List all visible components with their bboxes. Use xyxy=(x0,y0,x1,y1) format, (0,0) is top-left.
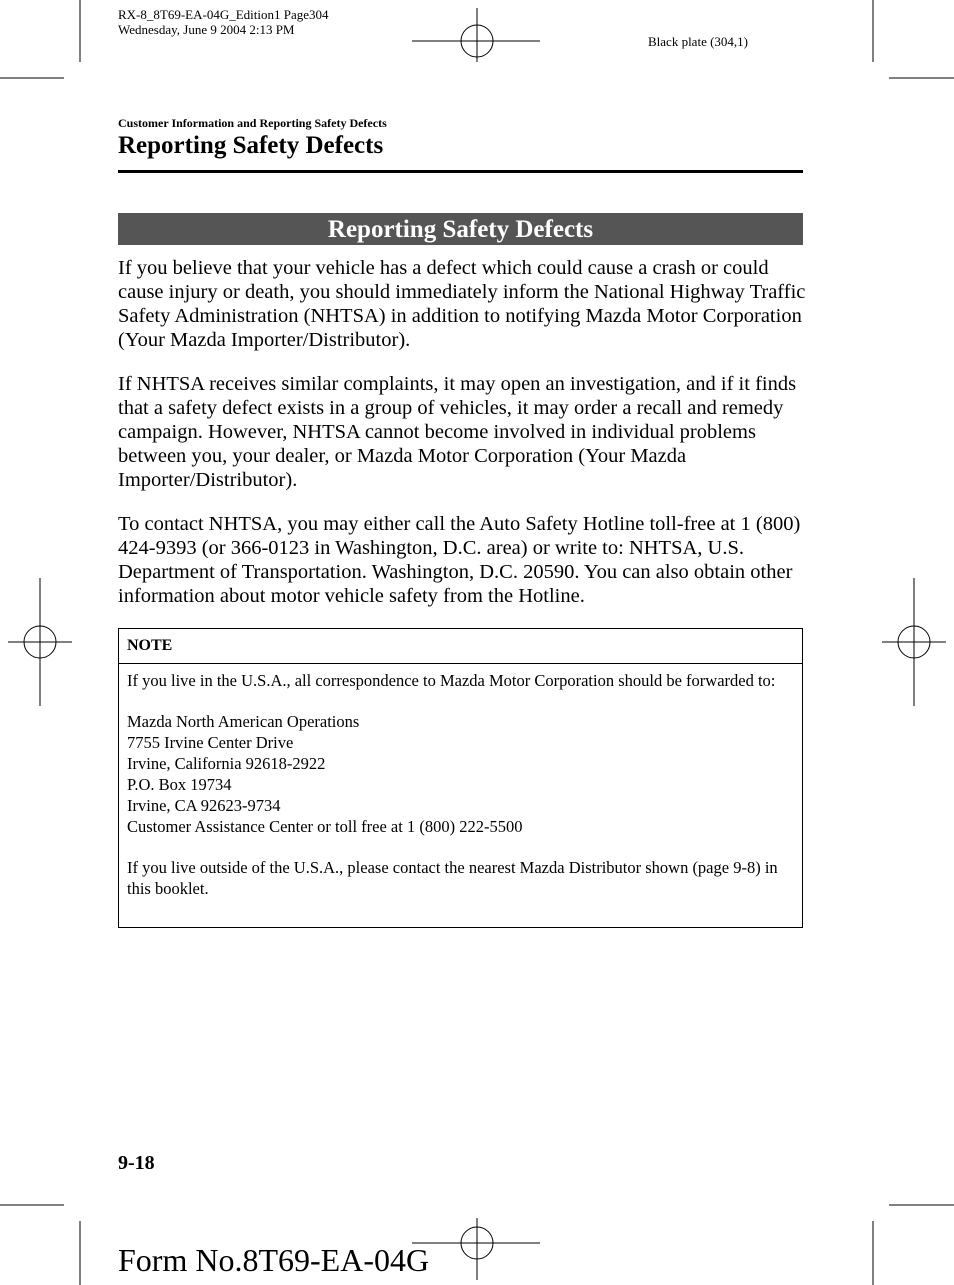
section-label: Customer Information and Reporting Safety Defects xyxy=(118,116,387,130)
note-outro: If you live outside of the U.S.A., please contact the nearest Mazda Distributor shown (page 9-8) in this booklet. xyxy=(127,858,778,898)
page-title: Reporting Safety Defects xyxy=(118,132,384,159)
title-divider xyxy=(118,170,803,173)
note-intro: If you live in the U.S.A., all correspondence to Mazda Motor Corporation should be forwarded to: xyxy=(127,671,776,690)
address-line: Irvine, CA 92623-9734 xyxy=(127,796,281,815)
address-line: Customer Assistance Center or toll free at 1 (800) 222-5500 xyxy=(127,817,523,836)
section-banner: Reporting Safety Defects xyxy=(118,213,803,245)
address-line: P.O. Box 19734 xyxy=(127,775,232,794)
note-box xyxy=(118,628,803,928)
note-body xyxy=(119,664,802,899)
print-info xyxy=(118,7,329,37)
plate-label: Black plate (304,1) xyxy=(648,34,748,49)
print-file-line: RX-8_8T69-EA-04G_Edition1 Page304 xyxy=(118,7,329,22)
address-line: Irvine, California 92618-2922 xyxy=(127,754,326,773)
page-number: 9-18 xyxy=(118,1152,155,1174)
print-date-line: Wednesday, June 9 2004 2:13 PM xyxy=(118,22,295,37)
address-block xyxy=(127,711,794,837)
paragraph-defect-report: If you believe that your vehicle has a defect which could cause a crash or could cause injury or death, you should immediately inform the National Highway Traffic Safety Administration (NHTSA) in addition to notifying Mazda Motor Corporation (Your Mazda Importer/Distributor). xyxy=(118,257,806,351)
note-heading: NOTE xyxy=(119,629,802,664)
form-number: Form No.8T69-EA-04G xyxy=(118,1242,430,1278)
address-line: Mazda North American Operations xyxy=(127,712,360,731)
paragraph-investigation: If NHTSA receives similar complaints, it may open an investigation, and if it finds that a safety defect exists in a group of vehicles, it may order a recall and remedy campaign. However, NHTSA cannot become involved in individual problems between you, your dealer, or Mazda Motor Corporation (Your Mazda Importer/Distributor). xyxy=(118,373,797,491)
address-line: 7755 Irvine Center Drive xyxy=(127,733,294,752)
paragraph-contact-nhtsa: To contact NHTSA, you may either call the Auto Safety Hotline toll-free at 1 (800) 424-9393 (or 366-0123 in Washington, D.C. area) or write to: NHTSA, U.S. Department of Transportation. Washington, D.C. 20590. You can also obtain other information about motor vehicle safety from the Hotline. xyxy=(118,513,801,607)
